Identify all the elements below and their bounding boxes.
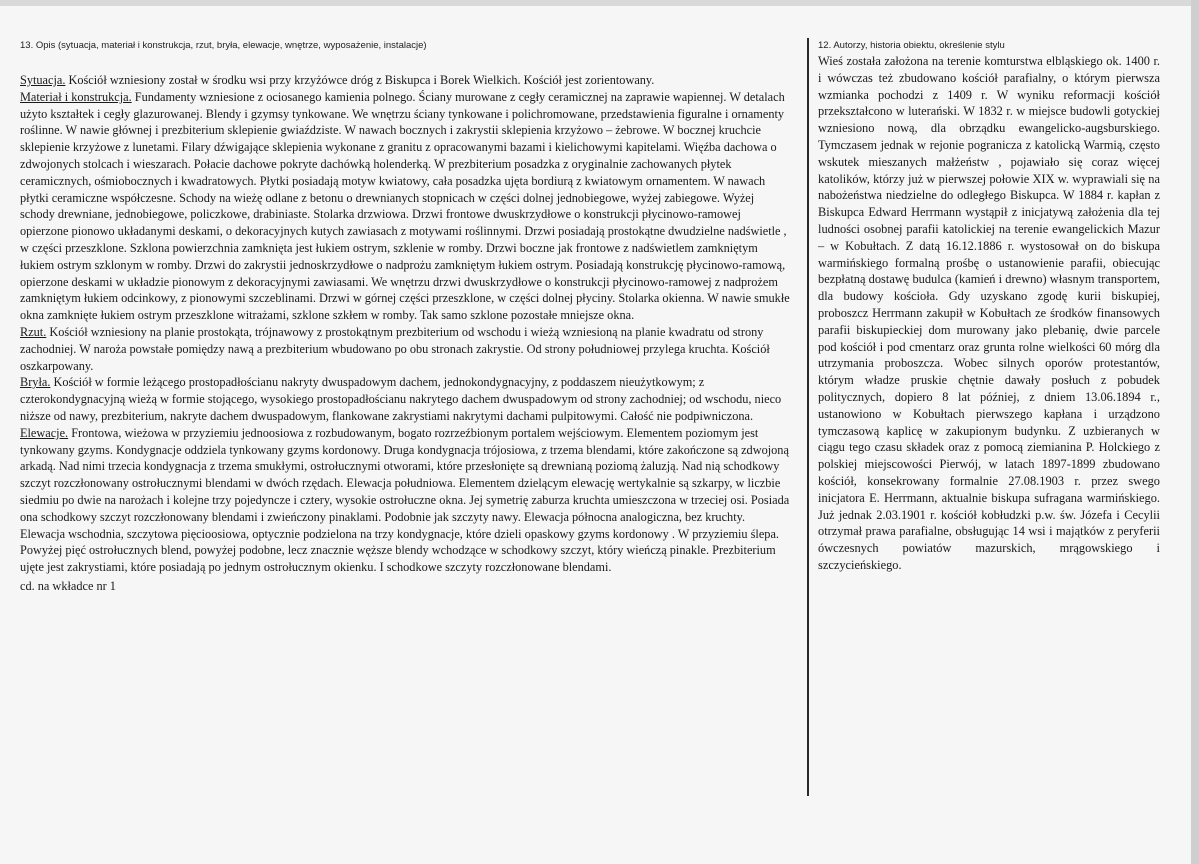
description-heading: 13. Opis (sytuacja, materiał i konstrukcja, rzut, bryła, elewacje, wnętrze, wyposażenie, instalacje)	[20, 40, 427, 51]
description-body	[20, 72, 790, 576]
section-text: Kościół wzniesiony został w środku wsi przy krzyżówce dróg z Biskupca i Borek Wielkich. Kościół jest zorientowany.	[65, 73, 655, 87]
section-text: Frontowa, wieżowa w przyziemiu jednoosiowa z rozbudowanym, bogato rozrzeźbionym portalem wejściowym. Elementem poziomym jest tynkowany gzyms. Kondygnacje oddziela tynkowany gzyms kordonowy. Druga kondygnacja trójosiowa, z trzema blendami, które zakończone są zdwojoną arkadą. Nad nimi trzecia kondygnacja z trzema smukłymi, ostrołucznymi otworami, które przesłonięte są drewnianą poziomą żaluzją. Nad nią schodkowy szczyt rozczłonowany ostrołucznymi blendami w dwóch rzędach. Elewacja południowa. Elementem dzielącym elewację wertykalnie są szkarpy, w liczbie siedmiu po dwie na narożach i kolejne trzy pojedyncze i cztery, wysokie ostrołuczne okna. Jej symetrię zaburza kruchta umieszczona w trzeciej osi. Posiada ona schodkowy szczyt rozczłonowany blendami i zwieńczony pinaklami. Podobnie jak szczyty nawy. Elewacja północna analogiczna, bez kruchty. Elewacja wschodnia, szczytowa pięcioosiowa, optycznie podzielona na trzy kondygnacje, które dzieli opaskowy gzyms kordonowy . W przyziemiu ślepa. Powyżej pięć ostrołucznych blend, powyżej podobne, lecz znacznie węższe blendy wchodzące w schodkowy szczyt, który wieńczą pinakle. Prezbiterium ujęte jest zakrystiami, które posiadają po jednym ostrołucznym okienku. I schodkowe szczyty rozczłonowane blendami.	[20, 425, 790, 575]
section-rzut	[20, 324, 790, 374]
section-label: Bryła.	[20, 375, 51, 390]
section-label: Sytuacja.	[20, 73, 66, 87]
section-bryla	[20, 374, 790, 424]
section-label: Materiał i konstrukcja.	[20, 89, 132, 104]
section-material	[20, 89, 790, 324]
section-text: Kościół w formie leżącego prostopadłościanu nakryty dwuspadowym dachem, jednokondygnacyjny, z poddaszem nieużytkowym; z czterokondygnacyjną wieżą w formie stojącego, wysokiego prostopadłościanu nakrytego dachem dwuspadowym od strony zachodniej; od wschodu, nieco niższe od nawy, prezbiterium, nakryte dachem dwuspadowym, flankowane zakrystiami nakrytymi dachami pulpitowymi. Całość nie podpiwniczona.	[20, 375, 782, 423]
section-sytuacja	[20, 72, 790, 89]
section-text: Fundamenty wzniesione z ociosanego kamienia polnego. Ściany murowane z cegły ceramicznej na zaprawie wapiennej. W detalach użyto kształtek i cegły glazurowanej. Blendy i gzymsy tynkowane. We wnętrzu ściany tynkowane i polichromowane, przedstawienia figuralne i ornamenty roślinne. W nawie głównej i prezbiterium sklepienie gwiaździste. W nawach bocznych i zakrystii sklepienia krzyżowo – żebrowe. W bocznej kruchcie sklepienie krzyżowe z lunetami. Filary dźwigające sklepienia wykonane z granitu z opracowanymi bazami i kielichowymi kapitelami. Więźba dachowa o zdwojonych stolcach i wieszarach. Połacie dachowe pokryte dachówką holenderką. W prezbiterium posadzka z oryginalnie zachowanych płytek ceramicznych, ośmiobocznych i kwadratowych. Płytki posiadają motyw kwiatowy, cała posadzka ujęta bordiurą z kwiatowym ornamentem. W nawach płytki ceramiczne współczesne. Schody na wieżę odlane z betonu o drewnianych stopnicach w części dolnej jednobiegowe, wyżej zabiegowe. Wyżej schody drewniane, jednobiegowe, policzkowe, drabiniaste. Stolarka drzwiowa. Drzwi frontowe dwuskrzydłowe o konstrukcji płycinowo-ramowej opierzone pionowo układanymi deskami, o dekoracyjnych kutych zawiasach z motywami roślinnymi. Drzwi posiadają prostokątne dwudzielne nadświetle , w części przeszklone. Szklona powierzchnia zamknięta jest łukiem ostrym, szklenie w romby. Drzwi boczne jak frontowe z nadświetlem zamkniętym łukiem ostrym szklonym w romby. Drzwi do zakrystii jednoskrzydłowe o nadprożu zamkniętym łukiem ostrym. Posiadają konstrukcję płycinowo-ramową, opierzone deskami w układzie pionowym z dekoracyjnymi zawiasami. We wnętrzu drzwi dwuskrzydłowe o konstrukcji płycinowo-ramowej z nadprożem zamkniętym łukiem odcinkowy, z pionowymi szczeblinami. Drzwi w górnej części przeszklone, w części dolnej płyciny. Stolarka okienna. W nawie smukłe okna zamknięte łukiem ostrym przeszklone witrażami, szklone szkłem w romby. Tak samo szklone pozostałe mniejsze okna.	[20, 89, 790, 323]
history-column	[818, 40, 1160, 574]
section-label: Rzut.	[20, 324, 47, 339]
section-label: Elewacje.	[20, 425, 69, 440]
section-text: Kościół wzniesiony na planie prostokąta, trójnawowy z prostokątnym prezbiterium od wschodu i wieżą wzniesioną na planie kwadratu od strony zachodniej. W naroża powstałe pomiędzy nawą a prezbiterium wbudowano po obu stronach zakrystie. Od strony południowej przylega kruchta. Kościół oszkarpowany.	[20, 324, 770, 373]
scan-edge-right	[1191, 0, 1199, 864]
description-column	[20, 40, 790, 595]
column-divider	[807, 38, 809, 796]
scan-edge-top	[0, 0, 1199, 6]
history-body: Wieś została założona na terenie komturstwa elbląskiego ok. 1400 r. i wówczas też zbudowano kościół parafialny, o którym pierwsza wzmianka pochodzi z 1409 r. W wyniku reformacji kościół przekształcono w luterański. W 1832 r. w miejsce budowli gotyckiej wzniesiono nową, dla obrządku ewangelicko-augsburskiego. Tymczasem jednak w rejonie pogranicza z katolicką Warmią, często wskutek mieszanych małżeństw , pojawiało się coraz więcej katolików, którzy już w pierwszej połowie XIX w. wyprawiali się na nabożeństwa niedzielne do odległego Biskupca. W 1884 r. kapłan z Biskupca Edward Herrmann wystąpił z inicjatywą założenia dla tej ludności osobnej parafii katolickiej na terenie ewangelickich Mazur – w Kobułtach. Z datą 16.12.1886 r. wystosował on do biskupa warmińskiego formalną prośbę o ustanowienie parafii, obiecując bezpłatną dostawę budulca (kamień i drewno) własnym transportem, dla budowy kościoła. Gdy uzyskano zgodę kurii biskupiej, proboszcz Herrmann zakupił w Kobułtach ze środków finansowych parafii biskupieckiej dom murowany jako plebanię, dwie parcele pod kościół i pod cmentarz oraz grunta rolne wielkości 60 mórg dla utrzymania proboszcza. Wobec silnych oporów protestantów, którym władze pruskie chętnie dawały posłuch z pobudek politycznych, dopiero 8 lat później, z dniem 13.06.1894 r., ustanowiono w Kobułtach pierwszego kapłana i urządzono tymczasową kaplicę w zakupionym budynku. Z uzbieranych w ciągu tego czasu składek oraz z pomocą ziemianina P. Holckiego z polskiej miejscowości Pierwój, w latach 1897-1899 zbudowano kościół, konsekrowany formalnie 27.08.1903 r. przez swego inicjatora E. Herrmann, aktualnie biskupa sufragana warmińskiego. Już jednak 2.03.1901 r. kościół kobłudzki p.w. św. Józefa i Cecylii otrzymał prawa parafialne, obsługując 14 wsi i majątków z peryferii ówczesnych powiatów mazurskich, mrągowskiego i szczycieńskiego.	[818, 54, 1160, 572]
continuation-note: cd. na wkładce nr 1	[20, 578, 116, 593]
history-heading: 12. Autorzy, historia obiektu, określenie stylu	[818, 40, 1005, 51]
section-elewacje	[20, 425, 790, 576]
